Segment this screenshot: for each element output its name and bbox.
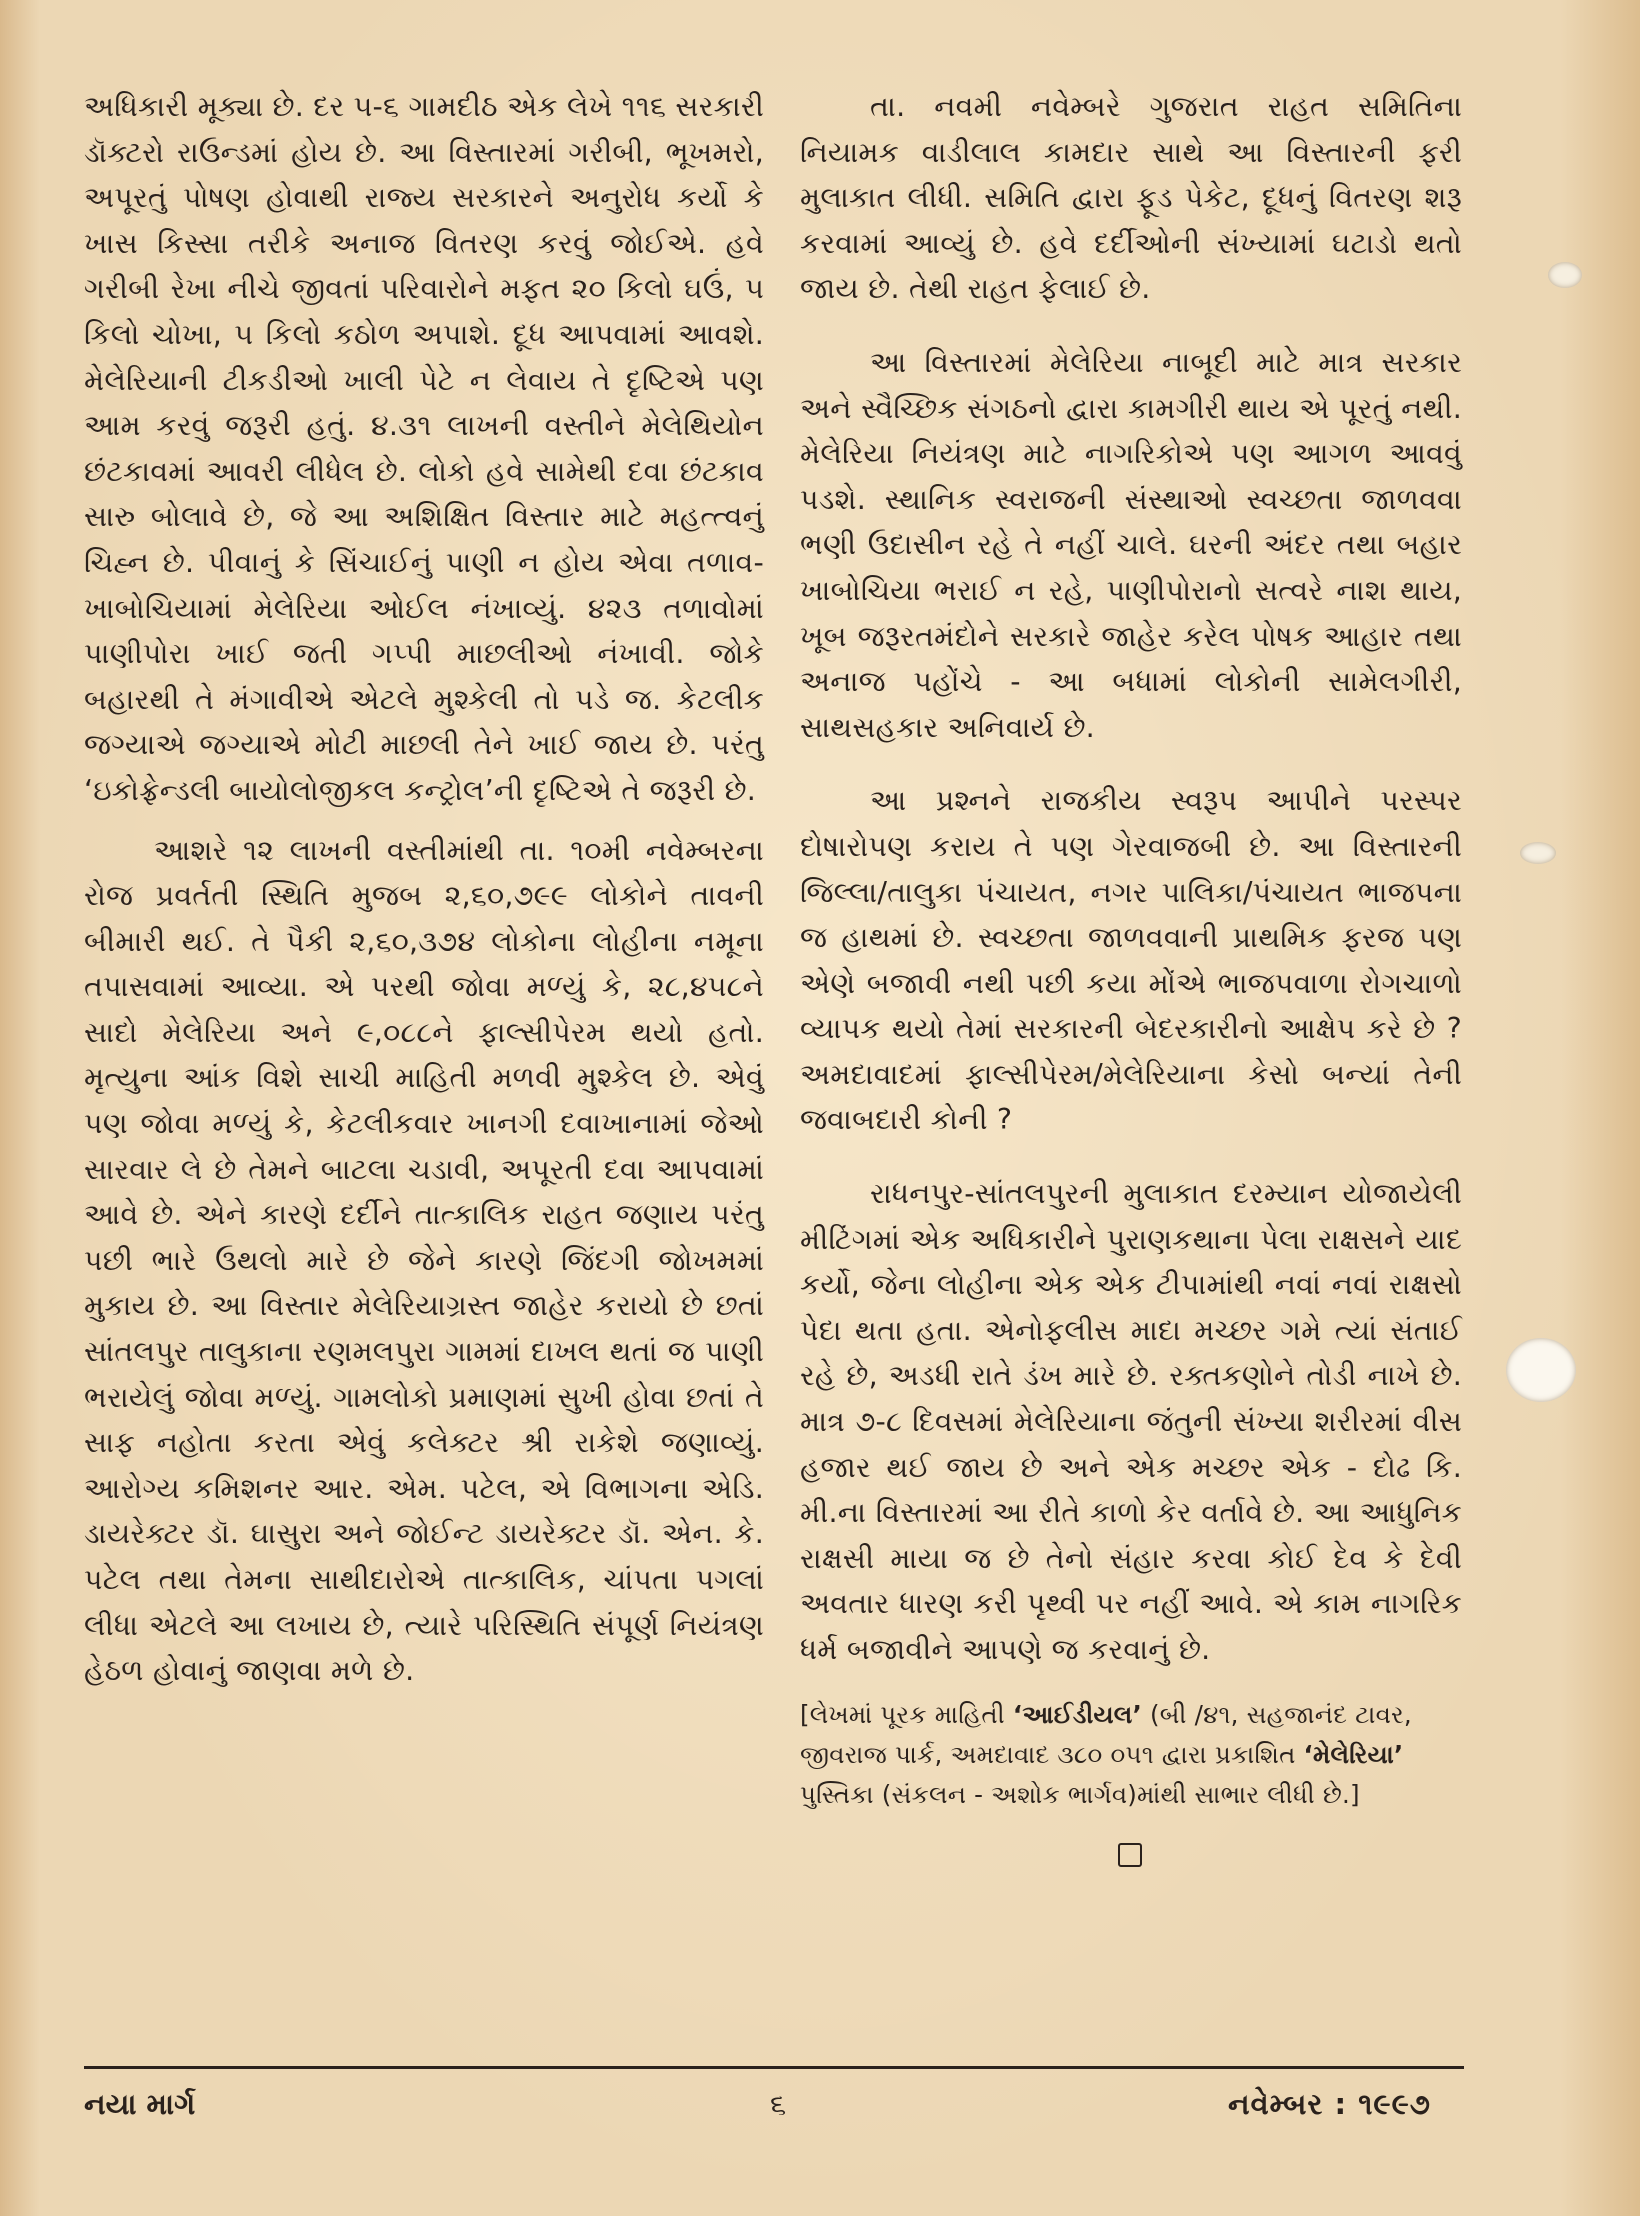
source-note-address: (બી /૪૧, સહજાનંદ ટાવર, જીવરાજ પાર્ક, અમદાવાદ ૩૮૦ ૦૫૧ દ્વારા પ્રકાશિત	[800, 1699, 1412, 1769]
right-column	[800, 84, 1462, 1867]
left-paragraph-1: અધિકારી મૂક્યા છે. દર ૫-૬ ગામદીઠ એક લેખે ૧૧૬ સરકારી ડૉક્ટરો રાઉન્ડમાં હોય છે. આ વિસ્તારમાં ગરીબી, ભૂખમરો, અપૂરતું પોષણ હોવાથી રાજ્ય સરકારને અનુરોધ કર્યો કે ખાસ કિસ્સા તરીકે અનાજ વિતરણ કરવું જોઈએ. હવે ગરીબી રેખા નીચે જીવતાં પરિવારોને મફત ૨૦ કિલો ઘઉં, ૫ કિલો ચોખા, ૫ કિલો કઠોળ અપાશે. દૂધ આપવામાં આવશે. મેલેરિયાની ટીકડીઓ ખાલી પેટે ન લેવાય તે દૃષ્ટિએ પણ આમ કરવું જરૂરી હતું. ૪.૩૧ લાખની વસ્તીને મેલેથિયોન છંટકાવમાં આવરી લીધેલ છે. લોકો હવે સામેથી દવા છંટકાવ સારુ બોલાવે છે, જે આ અશિક્ષિત વિસ્તાર માટે મહત્ત્વનું ચિહ્ન છે. પીવાનું કે સિંચાઈનું પાણી ન હોય એવા તળાવ-ખાબોચિયામાં મેલેરિયા ઓઈલ નંખાવ્યું. ૪૨૩ તળાવોમાં પાણીપોરા ખાઈ જતી ગપ્પી માછલીઓ નંખાવી. જોકે બહારથી તે મંગાવીએ એટલે મુશ્કેલી તો પડે જ. કેટલીક જગ્યાએ જગ્યાએ મોટી માછલી તેને ખાઈ જાય છે. પરંતુ ‘ઇકોફ્રેન્ડલી બાયોલોજીકલ કન્ટ્રોલ’ની દૃષ્ટિએ તે જરૂરી છે.	[84, 90, 764, 807]
source-note-text: [લેખમાં પૂરક માહિતી	[800, 1699, 1013, 1729]
footer-publication-name: નયા માર્ગ	[84, 2087, 196, 2121]
page-tear-decoration	[1506, 1338, 1576, 1402]
footer-issue-date: નવેમ્બર : ૧૯૯૭	[1228, 2087, 1431, 2121]
footer-rule	[84, 2066, 1464, 2069]
right-paragraph-1: તા. નવમી નવેમ્બરે ગુજરાત રાહત સમિતિના નિયામક વાડીલાલ કામદાર સાથે આ વિસ્તારની ફરી મુલાકાત લીધી. સમિતિ દ્વારા ફૂડ પેકેટ, દૂધનું વિતરણ શરૂ કરવામાં આવ્યું છે. હવે દર્દીઓની સંખ્યામાં ઘટાડો થતો જાય છે. તેથી રાહત ફેલાઈ છે.	[800, 90, 1462, 306]
left-column	[84, 84, 764, 1694]
footer-page-number: ૬	[770, 2087, 787, 2121]
source-note-credit: પુસ્તિકા (સંકલન - અશોક ભાર્ગવ)માંથી સાભાર લીધી છે.]	[800, 1779, 1360, 1809]
page-hole-decoration	[1520, 842, 1556, 864]
page-hole-decoration	[1548, 262, 1582, 288]
right-paragraph-3: આ પ્રશ્નને રાજકીય સ્વરૂપ આપીને પરસ્પર દોષારોપણ કરાય તે પણ ગેરવાજબી છે. આ વિસ્તારની જિલ્લા/તાલુકા પંચાયત, નગર પાલિકા/પંચાયત ભાજપના જ હાથમાં છે. સ્વચ્છતા જાળવવાની પ્રાથમિક ફરજ પણ એણે બજાવી નથી પછી કયા મોંએ ભાજપવાળા રોગચાળો વ્યાપક થયો તેમાં સરકારની બેદરકારીનો આક્ષેપ કરે છે ? અમદાવાદમાં ફાલ્સીપેરમ/મેલેરિયાના કેસો બન્યાં તેની જવાબદારી કોની ?	[800, 784, 1462, 1137]
end-of-article-box-icon	[1118, 1843, 1142, 1867]
source-note-booklet-title: ‘મેલેરિયા’	[1303, 1739, 1404, 1769]
source-note	[800, 1695, 1462, 1815]
source-note-organization: ‘આઈડીયલ’	[1012, 1699, 1142, 1729]
left-paragraph-2: આશરે ૧૨ લાખની વસ્તીમાંથી તા. ૧૦મી નવેમ્બરના રોજ પ્રવર્તતી સ્થિતિ મુજબ ૨,૬૦,૭૯૯ લોકોને તાવની બીમારી થઈ. તે પૈકી ૨,૬૦,૩૭૪ લોકોના લોહીના નમૂના તપાસવામાં આવ્યા. એ પરથી જોવા મળ્યું કે, ૨૮,૪૫૮ને સાદો મેલેરિયા અને ૯,૦૮૮ને ફાલ્સીપેરમ થયો હતો. મૃત્યુના આંક વિશે સાચી માહિતી મળવી મુશ્કેલ છે. એવું પણ જોવા મળ્યું કે, કેટલીકવાર ખાનગી દવાખાનામાં જેઓ સારવાર લે છે તેમને બાટલા ચડાવી, અપૂરતી દવા આપવામાં આવે છે. એને કારણે દર્દીને તાત્કાલિક રાહત જણાય પરંતુ પછી ભારે ઉથલો મારે છે જેને કારણે જિંદગી જોખમમાં મુકાય છે. આ વિસ્તાર મેલેરિયાગ્રસ્ત જાહેર કરાયો છે છતાં સાંતલપુર તાલુકાના રણમલપુરા ગામમાં દાખલ થતાં જ પાણી ભરાયેલું જોવા મળ્યું. ગામલોકો પ્રમાણમાં સુખી હોવા છતાં તે સાફ નહોતા કરતા એવું કલેક્ટર શ્રી રાકેશે જણાવ્યું. આરોગ્ય કમિશનર આર. એમ. પટેલ, એ વિભાગના એડિ. ડાયરેક્ટર ડૉ. ઘાસુરા અને જોઈન્ટ ડાયરેક્ટર ડૉ. એન. કે. પટેલ તથા તેમના સાથીદારોએ તાત્કાલિક, ચાંપતા પગલાં લીધા એટલે આ લખાય છે, ત્યારે પરિસ્થિતિ સંપૂર્ણ નિયંત્રણ હેઠળ હોવાનું જાણવા મળે છે.	[84, 833, 764, 1688]
right-paragraph-2: આ વિસ્તારમાં મેલેરિયા નાબૂદી માટે માત્ર સરકાર અને સ્વૈચ્છિક સંગઠનો દ્વારા કામગીરી થાય એ પૂરતું નથી. મેલેરિયા નિયંત્રણ માટે નાગરિકોએ પણ આગળ આવવું પડશે. સ્થાનિક સ્વરાજની સંસ્થાઓ સ્વચ્છતા જાળવવા ભણી ઉદાસીન રહે તે નહીં ચાલે. ઘરની અંદર તથા બહાર ખાબોચિયા ભરાઈ ન રહે, પાણીપોરાનો સત્વરે નાશ થાય, ખૂબ જરૂરતમંદોને સરકારે જાહેર કરેલ પોષક આહાર તથા અનાજ પહોંચે - આ બધામાં લોકોની સામેલગીરી, સાથસહકાર અનિવાર્ય છે.	[800, 345, 1462, 744]
right-paragraph-4: રાધનપુર-સાંતલપુરની મુલાકાત દરમ્યાન યોજાયેલી મીટિંગમાં એક અધિકારીને પુરાણકથાના પેલા રાક્ષસને યાદ કર્યો, જેના લોહીના એક એક ટીપામાંથી નવાં નવાં રાક્ષસો પેદા થતા હતા. એનોફલીસ માદા મચ્છર ગમે ત્યાં સંતાઈ રહે છે, અડધી રાતે ડંખ મારે છે. રક્તકણોને તોડી નાખે છે. માત્ર ૭-૮ દિવસમાં મેલેરિયાના જંતુની સંખ્યા શરીરમાં વીસ હજાર થઈ જાય છે અને એક મચ્છર એક - દોઢ કિ. મી.ના વિસ્તારમાં આ રીતે કાળો કેર વર્તાવે છે. આ આધુનિક રાક્ષસી માયા જ છે તેનો સંહાર કરવા કોઈ દેવ કે દેવી અવતાર ધારણ કરી પૃથ્વી પર નહીં આવે. એ કામ નાગરિક ધર્મ બજાવીને આપણે જ કરવાનું છે.	[800, 1177, 1462, 1666]
